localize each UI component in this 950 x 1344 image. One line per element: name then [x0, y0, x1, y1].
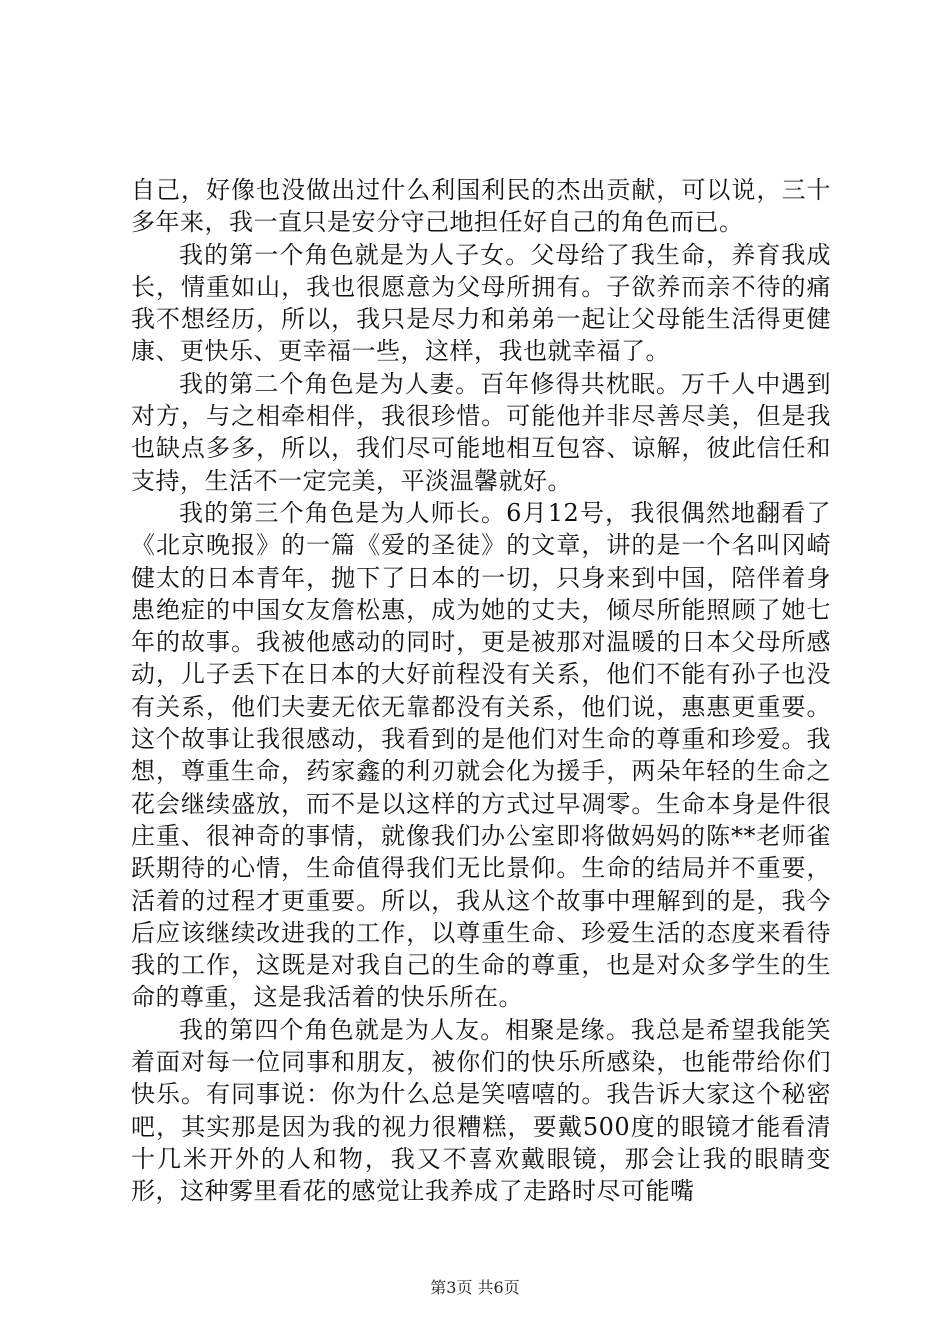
page-footer: 第3页 共6页	[430, 1278, 520, 1297]
paragraph-2: 我的第一个角色就是为人子女。父母给了我生命，养育我成长，情重如山，我也很愿意为父母所拥有。子欲养而亲不待的痛我不想经历，所以，我只是尽力和弟弟一起让父母能生活得更健康、更快乐、更幸福一些，这样，我也就幸福了。	[131, 240, 831, 366]
paragraph-1: 自己，好像也没做出过什么利国利民的杰出贡献，可以说，三十多年来，我一直只是安分守己地担任好自己的角色而已。	[131, 176, 831, 237]
paragraph-5: 我的第四个角色就是为人友。相聚是缘。我总是希望我能笑着面对每一位同事和朋友，被你们的快乐所感染，也能带给你们快乐。有同事说：你为什么总是笑嘻嘻的。我告诉大家这个秘密吧，其实那是因为我的视力很糟糕，要戴500度的眼镜才能看清十几米开外的人和物，我又不喜欢戴眼镜，那会让我的眼睛变形，这种雾里看花的感觉让我养成了走路时尽可能嘴	[131, 1015, 831, 1206]
document-body	[131, 174, 831, 1208]
paragraph-3: 我的第二个角色是为人妻。百年修得共枕眠。万千人中遇到对方，与之相牵相伴，我很珍惜。可能他并非尽善尽美，但是我也缺点多多，所以，我们尽可能地相互包容、谅解，彼此信任和支持，生活不一定完美，平淡温馨就好。	[131, 369, 831, 495]
paragraph-4: 我的第三个角色是为人师长。6月12号，我很偶然地翻看了《北京晚报》的一篇《爱的圣徒》的文章，讲的是一个名叫冈崎健太的日本青年，抛下了日本的一切，只身来到中国，陪伴着身患绝症的中国女友詹松惠，成为她的丈夫，倾尽所能照顾了她七年的故事。我被他感动的同时，更是被那对温暖的日本父母所感动，儿子丢下在日本的大好前程没有关系，他们不能有孙子也没有关系，他们夫妻无依无靠都没有关系，他们说，惠惠更重要。这个故事让我很感动，我看到的是他们对生命的尊重和珍爱。我想，尊重生命，药家鑫的利刃就会化为援手，两朵年轻的生命之花会继续盛放，而不是以这样的方式过早凋零。生命本身是件很庄重、很神奇的事情，就像我们办公室即将做妈妈的陈**老师雀跃期待的心情，生命值得我们无比景仰。生命的结局并不重要，活着的过程才更重要。所以，我从这个故事中理解到的是，我今后应该继续改进我的工作，以尊重生命、珍爱生活的态度来看待我的工作，这既是对我自己的生命的尊重，也是对众多学生的生命的尊重，这是我活着的快乐所在。	[131, 498, 831, 1012]
